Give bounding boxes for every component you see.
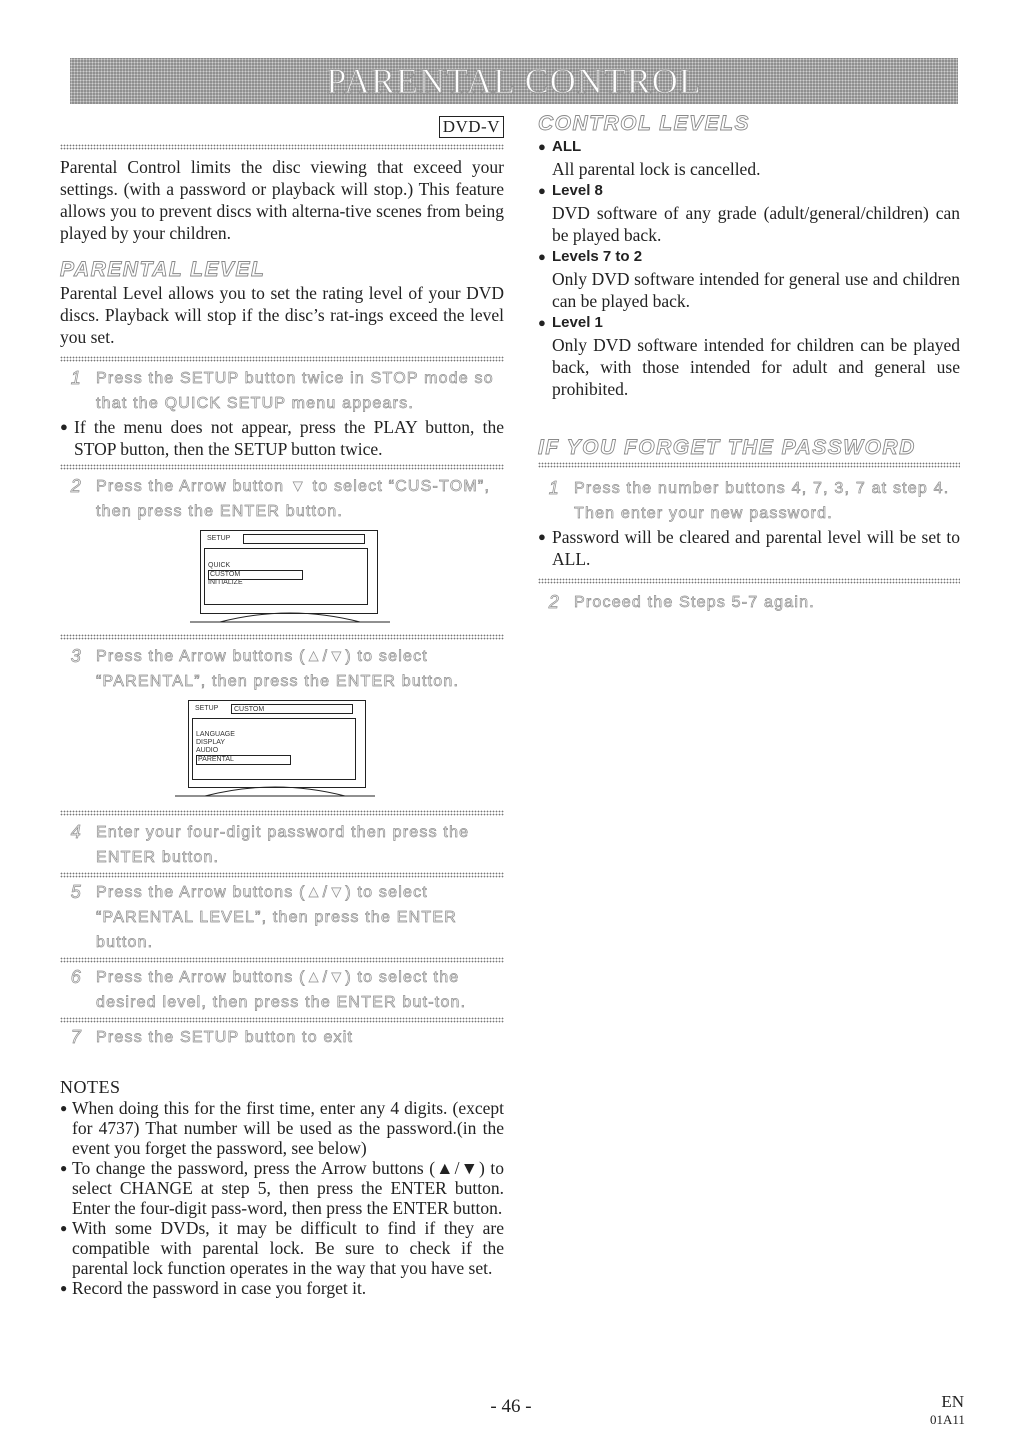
level-8-desc: DVD software of any grade (adult/general/children) can be played back. bbox=[552, 203, 960, 245]
divider bbox=[60, 356, 504, 362]
menu-item-audio: AUDIO bbox=[196, 747, 219, 754]
step-number: 1 bbox=[548, 478, 560, 498]
step-number: 7 bbox=[70, 1027, 82, 1047]
menu-item-quick: QUICK bbox=[208, 562, 231, 569]
left-column bbox=[60, 110, 504, 1298]
level-all-desc: All parental lock is cancelled. bbox=[552, 159, 761, 179]
level-8-label bbox=[538, 180, 960, 202]
divider bbox=[60, 464, 504, 470]
bullet-icon: ● bbox=[60, 419, 68, 434]
screen-title: SETUP bbox=[207, 535, 231, 542]
level-1-label bbox=[538, 312, 960, 334]
note-text: With some DVDs, it may be difficult to find if they are compatible with parental lock. Be sure to check if the parental lock function operates in the way that you have set. bbox=[72, 1218, 504, 1278]
forget-step-1 bbox=[538, 476, 960, 526]
note-item bbox=[60, 1098, 504, 1158]
menu-panel bbox=[204, 548, 368, 605]
bullet-icon: ● bbox=[538, 529, 546, 544]
step-text: Press the Arrow buttons (▲/▼) to select “PARENTAL”, then press the ENTER button. bbox=[96, 648, 460, 690]
note-text: When doing this for the first time, enter any 4 digits. (except for 4737) That number will be used as the password.(in the event you forget the password, see below) bbox=[72, 1098, 504, 1158]
intro-text: Parental Control limits the disc viewing that exceed your settings. (with a password or playback will stop.) This feature allows you to prevent discs with alterna-tive scenes from being played by your children. bbox=[60, 157, 504, 243]
dvd-v-badge: DVD-V bbox=[439, 116, 504, 138]
step-text: Press the SETUP button twice in STOP mode so that the QUICK SETUP menu appears. bbox=[96, 370, 494, 412]
bullet-icon: ● bbox=[60, 1101, 68, 1115]
setup-screen-1 bbox=[60, 530, 504, 624]
divider bbox=[60, 634, 504, 640]
step-text: Press the Arrow buttons (▲/▼) to select “PARENTAL LEVEL”, then press the ENTER button. bbox=[96, 884, 457, 951]
step-3 bbox=[60, 644, 504, 694]
menu-item-display: DISPLAY bbox=[196, 739, 226, 746]
tv-screen bbox=[188, 700, 366, 788]
note-text: To change the password, press the Arrow buttons (▲/▼) to select CHANGE at step 5, then press the ENTER button. Enter the four-digit pass-word, then press the ENTER button. bbox=[72, 1158, 504, 1218]
step-number: 3 bbox=[70, 646, 82, 666]
note-text: Record the password in case you forget it. bbox=[72, 1278, 367, 1298]
forget-step-2 bbox=[538, 590, 960, 615]
forget-note bbox=[538, 526, 960, 570]
step-4 bbox=[60, 820, 504, 870]
parental-level-heading: PARENTAL LEVEL bbox=[60, 258, 266, 281]
level-label-text: ALL bbox=[552, 138, 582, 155]
bullet-icon: ● bbox=[538, 183, 546, 198]
badge-row bbox=[60, 116, 504, 138]
page-title: PARENTAL CONTROL bbox=[326, 61, 702, 101]
menu-item-parental: PARENTAL bbox=[196, 755, 291, 765]
control-levels-heading: CONTROL LEVELS bbox=[538, 112, 750, 135]
title-banner bbox=[70, 58, 958, 104]
divider bbox=[60, 810, 504, 816]
divider bbox=[538, 462, 960, 468]
step-5 bbox=[60, 880, 504, 955]
menu-panel bbox=[192, 718, 356, 780]
step-text: Press the Arrow button ▼ to select “CUS-TOM”, then press the ENTER button. bbox=[96, 478, 491, 520]
notes-title: NOTES bbox=[60, 1077, 121, 1097]
level-label-text: Level 1 bbox=[552, 314, 603, 331]
language-code bbox=[930, 1393, 964, 1429]
divider bbox=[538, 578, 960, 584]
note-item bbox=[60, 1158, 504, 1218]
language-label: EN bbox=[941, 1392, 964, 1411]
step1-note bbox=[60, 416, 504, 460]
tv-stand bbox=[190, 610, 390, 624]
level-label-text: Level 8 bbox=[552, 182, 603, 199]
bullet-icon: ● bbox=[60, 1161, 68, 1175]
level-all-label bbox=[538, 136, 960, 158]
step-2 bbox=[60, 474, 504, 524]
step-text: Enter your four-digit password then press the ENTER button. bbox=[96, 824, 470, 866]
levels-7-2-desc: Only DVD software intended for general use and children can be played back. bbox=[552, 269, 960, 311]
tv-stand bbox=[175, 784, 375, 798]
step-number: 4 bbox=[70, 822, 82, 842]
menu-item-custom: CUSTOM bbox=[208, 570, 303, 580]
step-text: Proceed the Steps 5-7 again. bbox=[574, 594, 815, 611]
page-number: - 46 - bbox=[490, 1396, 532, 1417]
step-number: 2 bbox=[548, 592, 560, 612]
bullet-icon: ● bbox=[60, 1221, 68, 1235]
model-code: 01A11 bbox=[930, 1412, 965, 1427]
bullet-icon: ● bbox=[538, 249, 546, 264]
forget-note-text: Password will be cleared and parental level will be set to ALL. bbox=[552, 527, 960, 569]
bullet-icon: ● bbox=[538, 139, 546, 154]
forget-password-heading: IF YOU FORGET THE PASSWORD bbox=[538, 436, 916, 459]
parental-level-text: Parental Level allows you to set the rating level of your DVD discs. Playback will stop if the disc’s rat-ings exceed the level you set. bbox=[60, 283, 504, 347]
right-column bbox=[538, 112, 960, 615]
step-text: Press the SETUP button to exit bbox=[96, 1029, 354, 1046]
setup-screen-2 bbox=[60, 700, 504, 800]
step-text: Press the Arrow buttons (▲/▼) to select the desired level, then press the ENTER but-ton. bbox=[96, 969, 467, 1011]
levels-7-2-label bbox=[538, 246, 960, 268]
note-item bbox=[60, 1218, 504, 1278]
divider bbox=[60, 957, 504, 963]
step-number: 2 bbox=[70, 476, 82, 496]
step-number: 6 bbox=[70, 967, 82, 987]
step-number: 1 bbox=[70, 368, 82, 388]
screen-title: SETUP bbox=[195, 705, 219, 712]
step-7 bbox=[60, 1025, 504, 1050]
level-label-text: Levels 7 to 2 bbox=[552, 248, 643, 265]
menu-item-initialize: INITIALIZE bbox=[208, 579, 243, 586]
tv-screen bbox=[200, 530, 378, 614]
step-number: 5 bbox=[70, 882, 82, 902]
step-1 bbox=[60, 366, 504, 416]
menu-item-language: LANGUAGE bbox=[196, 731, 235, 738]
screen-header-box: CUSTOM bbox=[231, 704, 353, 714]
divider bbox=[60, 1017, 504, 1023]
bullet-icon: ● bbox=[60, 1281, 68, 1295]
step-6 bbox=[60, 965, 504, 1015]
bullet-icon: ● bbox=[538, 315, 546, 330]
step1-note-text: If the menu does not appear, press the PLAY button, the STOP button, then the SETUP button twice. bbox=[74, 417, 504, 459]
level-1-desc: Only DVD software intended for children can be played back, with those intended for adult and general use prohibited. bbox=[552, 335, 960, 399]
divider bbox=[60, 144, 504, 150]
divider bbox=[60, 872, 504, 878]
step-text: Press the number buttons 4, 7, 3, 7 at step 4. Then enter your new password. bbox=[574, 480, 950, 522]
note-item bbox=[60, 1278, 504, 1298]
screen-header-box bbox=[243, 534, 365, 544]
